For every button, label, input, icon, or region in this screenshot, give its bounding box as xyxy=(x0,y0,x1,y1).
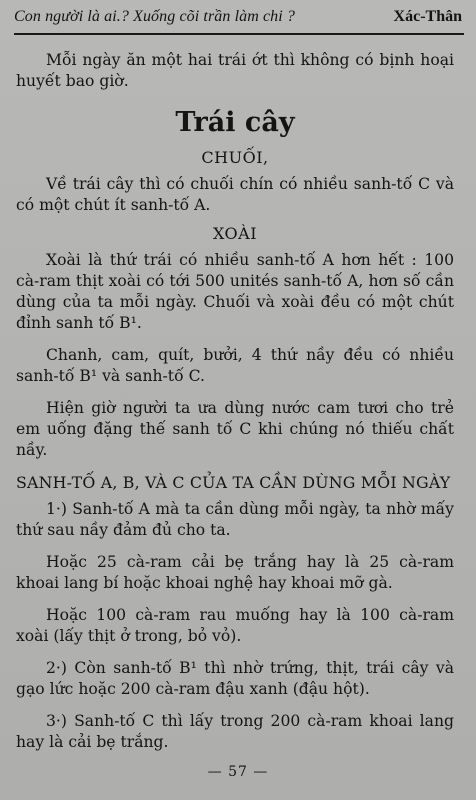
paragraph-orange-juice: Hiện giờ người ta ưa dùng nước cam tươi cho trẻ em uống đặng thế sanh tố C khi chúng nó thiếu chất nầy. xyxy=(16,399,454,459)
page-title: Trái cây xyxy=(175,107,295,138)
paragraph-xoai: Xoài là thứ trái có nhiều sanh-tố A hơn hết : 100 cà-ram thịt xoài có tới 500 unités sanh-tố A, hơn số cần dùng của ta mỗi ngày. Chuối và xoài đều có một chút đỉnh sanh tố B¹. xyxy=(16,251,454,332)
paragraph-item-1b: Hoặc 100 cà-ram rau muống hay là 100 cà-ram xoài (lấy thịt ở trong, bỏ vỏ). xyxy=(16,606,454,645)
header-rule xyxy=(14,33,464,35)
running-header xyxy=(14,8,462,26)
paragraph-item-3: 3·) Sanh-tố C thì lấy trong 200 cà-ram khoai lang hay là cải bẹ trắng. xyxy=(16,712,454,751)
paragraph-citrus: Chanh, cam, quít, bưởi, 4 thứ nầy đều có nhiều sanh-tố B¹ và sanh-tố C. xyxy=(16,346,454,385)
section-heading-vitamin-needs: SANH-TỐ A, B, VÀ C CỦA TA CẦN DÙNG MỖI NGÀY xyxy=(16,473,451,492)
paragraph-item-2: 2·) Còn sanh-tố B¹ thì nhờ trứng, thịt, trái cây và gạo lức hoặc 200 cà-ram đậu xanh (đậu hột). xyxy=(16,659,454,698)
page-number: — 57 — xyxy=(207,764,269,780)
intro-paragraph: Mỗi ngày ăn một hai trái ớt thì không có bịnh hoại huyết bao giờ. xyxy=(16,51,454,90)
page-content xyxy=(16,50,454,753)
paragraph-item-1a: Hoặc 25 cà-ram cải bẹ trắng hay là 25 cà-ram khoai lang bí hoặc khoai nghệ hay khoai mỡ gà. xyxy=(16,553,454,592)
header-right-text: Xác-Thân xyxy=(393,8,462,25)
header-left-text: Con người là ai.? Xuống cõi trần làm chi ? xyxy=(14,8,296,25)
section-heading-chuoi: CHUỐI, xyxy=(201,148,269,167)
section-heading-xoai: XOÀI xyxy=(212,224,258,243)
paragraph-chuoi: Về trái cây thì có chuối chín có nhiều sanh-tố C và có một chút ít sanh-tố A. xyxy=(16,175,454,214)
paragraph-item-1: 1·) Sanh-tố A mà ta cần dùng mỗi ngày, ta nhờ mấy thứ sau nầy đảm đủ cho ta. xyxy=(16,500,454,539)
